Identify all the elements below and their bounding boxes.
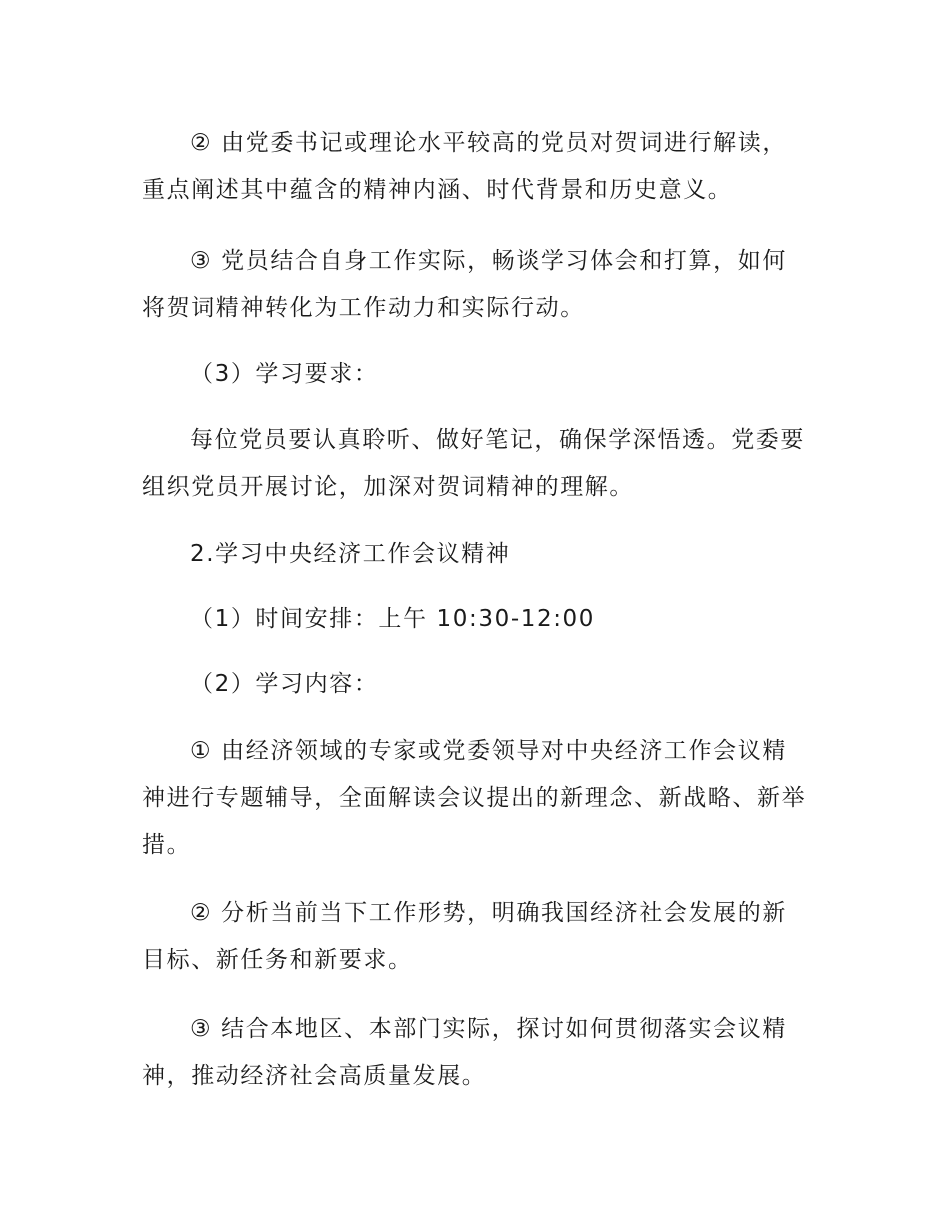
subheading-time-arrangement [142,596,812,643]
paragraph-line: 组织党员开展讨论，加深对贺词精神的理解。 [142,474,634,500]
paragraph-line: 目标、新任务和新要求。 [142,947,413,973]
paragraph-expert-guidance [142,728,812,869]
paragraph-line: 每位党员要认真聆听、做好笔记，确保学深悟透。党委要 [190,427,805,453]
paragraph-line: （1）时间安排：上午 10:30-12:00 [190,606,596,632]
paragraph-line: 措。 [142,832,192,858]
paragraph-line: （3）学习要求： [190,361,379,387]
paragraph-line: 重点阐述其中蕴含的精神内涵、时代背景和历史意义。 [142,177,733,203]
paragraph-line: ③ 党员结合自身工作实际，畅谈学习体会和打算，如何 [190,248,787,274]
paragraph-line: ② 由党委书记或理论水平较高的党员对贺词进行解读， [190,130,787,156]
paragraph-line: 神，推动经济社会高质量发展。 [142,1063,487,1089]
paragraph-analyze-situation [142,890,812,984]
paragraph-line: （2）学习内容： [190,671,379,697]
paragraph-members-share-experience [142,238,812,332]
paragraph-line: 将贺词精神转化为工作动力和实际行动。 [142,295,585,321]
paragraph-implement-spirit [142,1006,812,1100]
section-heading-economic-work-conference [142,531,812,578]
paragraph-line: ③ 结合本地区、本部门实际，探讨如何贯彻落实会议精 [190,1016,787,1042]
paragraph-study-requirements [142,417,812,511]
subheading-study-requirements [142,351,812,398]
paragraph-line: 神进行专题辅导，全面解读会议提出的新理念、新战略、新举 [142,785,807,811]
paragraph-party-secretary-interpretation [142,120,812,214]
paragraph-line: ① 由经济领域的专家或党委领导对中央经济工作会议精 [190,738,787,764]
subheading-study-content [142,661,812,708]
paragraph-line: ② 分析当前当下工作形势，明确我国经济社会发展的新 [190,900,787,926]
paragraph-line: 2.学习中央经济工作会议精神 [190,541,511,567]
